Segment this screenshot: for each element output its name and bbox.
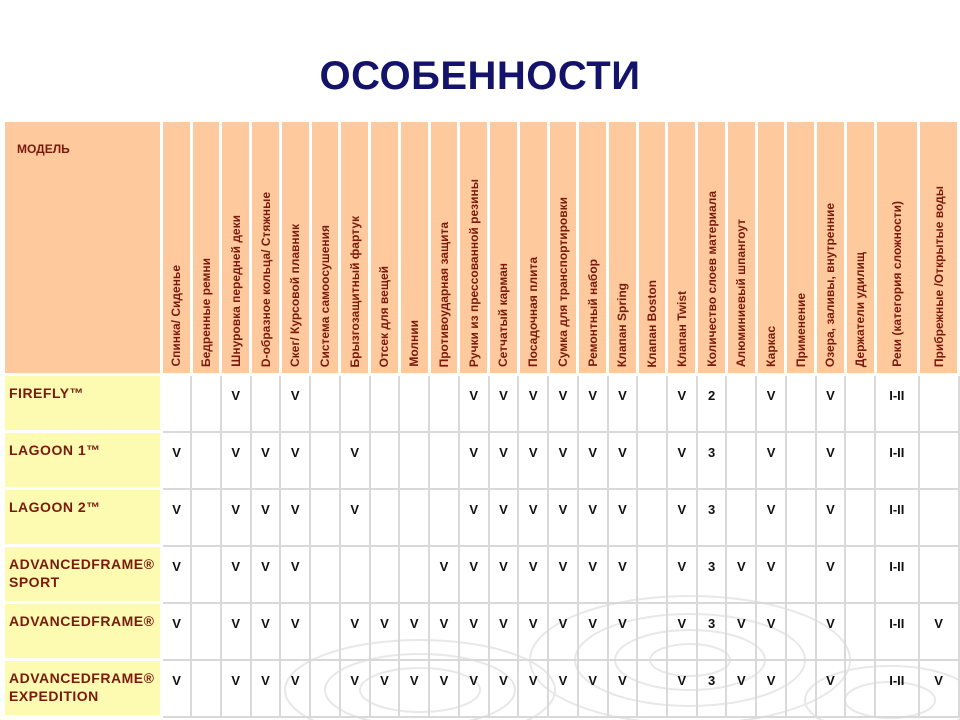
column-header (697, 121, 727, 375)
feature-cell: V (399, 660, 429, 717)
feature-cell: V (816, 489, 846, 546)
feature-cell (399, 546, 429, 603)
features-table (2, 119, 960, 718)
feature-cell: V (251, 603, 281, 660)
feature-cell: V (578, 432, 608, 489)
column-header-label: Отсек для вещей (377, 265, 392, 367)
feature-cell: 3 (697, 546, 727, 603)
feature-cell: V (548, 603, 578, 660)
feature-cell: V (280, 375, 310, 432)
feature-cell: V (816, 660, 846, 717)
column-header-label: D-образное кольца/ Стяжные (258, 191, 273, 367)
feature-cell: 3 (697, 603, 727, 660)
feature-cell (310, 489, 340, 546)
table-row (4, 546, 959, 603)
feature-cell: V (548, 432, 578, 489)
feature-cell (919, 546, 959, 603)
table-body (4, 375, 959, 717)
table-row (4, 432, 959, 489)
model-name-cell: LAGOON 1™ (4, 432, 162, 489)
feature-cell: V (667, 603, 697, 660)
feature-cell: V (578, 375, 608, 432)
feature-cell: V (518, 546, 548, 603)
feature-cell (191, 546, 221, 603)
column-header-label: Реки (категория сложности) (889, 201, 904, 367)
column-header (667, 121, 697, 375)
feature-cell (340, 546, 370, 603)
feature-cell: V (161, 546, 191, 603)
feature-cell (637, 660, 667, 717)
feature-cell (161, 375, 191, 432)
feature-cell: V (459, 489, 489, 546)
feature-cell: V (518, 375, 548, 432)
table-row (4, 660, 959, 717)
column-header-label: Спинка/ Сиденье (169, 265, 184, 367)
feature-cell (310, 375, 340, 432)
feature-cell (191, 432, 221, 489)
feature-cell (919, 432, 959, 489)
feature-cell (370, 432, 400, 489)
feature-cell: I-II (875, 489, 919, 546)
column-header-label: Ремонтный набор (585, 259, 600, 367)
feature-cell (637, 489, 667, 546)
column-header-label: Алюминиевый шпангоут (734, 218, 749, 367)
feature-cell (370, 489, 400, 546)
column-header (191, 121, 221, 375)
feature-cell: V (459, 546, 489, 603)
feature-cell: V (280, 432, 310, 489)
feature-cell (399, 375, 429, 432)
column-header-label: Сумка для транспортировки (555, 197, 570, 367)
feature-cell: V (726, 546, 756, 603)
feature-cell (637, 432, 667, 489)
feature-cell: V (161, 489, 191, 546)
feature-cell: V (756, 660, 786, 717)
feature-cell (310, 660, 340, 717)
feature-cell: V (578, 603, 608, 660)
feature-cell: V (221, 603, 251, 660)
feature-cell: 3 (697, 432, 727, 489)
feature-cell: V (340, 489, 370, 546)
feature-cell: V (726, 603, 756, 660)
column-header (756, 121, 786, 375)
column-header-label: Скег/ Курсовой плавник (288, 224, 303, 367)
column-header (459, 121, 489, 375)
feature-cell (845, 660, 875, 717)
feature-cell (429, 489, 459, 546)
feature-cell: V (816, 546, 846, 603)
table-row (4, 375, 959, 432)
feature-cell: V (280, 489, 310, 546)
feature-cell: V (221, 375, 251, 432)
feature-cell: V (756, 432, 786, 489)
column-header-label: Брызгозащитный фартук (347, 215, 362, 367)
feature-cell: V (518, 660, 548, 717)
feature-cell: V (221, 489, 251, 546)
feature-cell: V (251, 432, 281, 489)
feature-cell (786, 432, 816, 489)
model-name-cell: LAGOON 2™ (4, 489, 162, 546)
column-header-label: Посадочная плита (526, 257, 541, 367)
feature-cell: V (161, 660, 191, 717)
feature-cell (786, 375, 816, 432)
column-header (340, 121, 370, 375)
feature-cell: V (370, 603, 400, 660)
column-header (399, 121, 429, 375)
feature-cell (637, 375, 667, 432)
feature-cell: V (370, 660, 400, 717)
feature-cell: V (726, 660, 756, 717)
feature-cell: V (489, 546, 519, 603)
feature-cell: V (459, 660, 489, 717)
feature-cell: V (221, 660, 251, 717)
feature-cell: V (459, 603, 489, 660)
column-header (251, 121, 281, 375)
feature-cell: V (518, 603, 548, 660)
feature-cell: I-II (875, 603, 919, 660)
feature-cell: V (340, 660, 370, 717)
feature-cell: I-II (875, 432, 919, 489)
feature-cell (191, 489, 221, 546)
model-name-cell: ADVANCEDFRAME® (4, 603, 162, 660)
feature-cell: V (340, 432, 370, 489)
feature-cell: I-II (875, 546, 919, 603)
feature-cell: V (608, 660, 638, 717)
feature-cell: V (459, 375, 489, 432)
column-header-label: Противоударная защита (436, 221, 451, 367)
column-header (845, 121, 875, 375)
feature-cell (191, 660, 221, 717)
feature-cell: 3 (697, 489, 727, 546)
column-header-label: Прибрежные /Открытые воды (931, 185, 946, 367)
feature-cell: V (667, 660, 697, 717)
feature-cell: V (756, 603, 786, 660)
feature-cell: V (429, 546, 459, 603)
feature-cell: I-II (875, 375, 919, 432)
column-header-label: Количество слоев материала (704, 191, 719, 367)
column-header-label: Клапан Twist (674, 291, 689, 367)
column-header-label: Молнии (407, 320, 422, 367)
feature-cell: V (667, 432, 697, 489)
column-header-label: Клапан Spring (615, 282, 630, 367)
feature-cell: V (489, 489, 519, 546)
feature-cell: V (518, 432, 548, 489)
feature-cell (845, 432, 875, 489)
model-name-cell: ADVANCEDFRAME® SPORT (4, 546, 162, 603)
feature-cell (637, 546, 667, 603)
column-header (489, 121, 519, 375)
feature-cell: 3 (697, 660, 727, 717)
feature-cell: V (578, 660, 608, 717)
feature-cell: V (667, 546, 697, 603)
feature-cell: V (429, 660, 459, 717)
column-header (429, 121, 459, 375)
feature-cell: V (459, 432, 489, 489)
feature-cell: V (548, 375, 578, 432)
feature-cell (919, 489, 959, 546)
column-header-label: Шнуровка передней деки (228, 215, 243, 367)
column-header-label: Клапан Boston (645, 279, 660, 367)
feature-cell: V (667, 489, 697, 546)
feature-cell (429, 432, 459, 489)
column-header (370, 121, 400, 375)
column-header-label: Озера, заливы, внутренние (823, 202, 838, 367)
column-header (637, 121, 667, 375)
feature-cell (845, 489, 875, 546)
feature-cell: V (161, 432, 191, 489)
feature-cell (429, 375, 459, 432)
feature-cell: V (608, 375, 638, 432)
feature-cell (191, 603, 221, 660)
model-column-header: МОДЕЛЬ (4, 121, 162, 375)
column-header (548, 121, 578, 375)
feature-cell: V (489, 660, 519, 717)
feature-cell: V (489, 603, 519, 660)
feature-cell: V (489, 432, 519, 489)
column-header (578, 121, 608, 375)
column-header-label: Применение (793, 292, 808, 367)
feature-cell: V (756, 375, 786, 432)
header-row (4, 121, 959, 375)
feature-cell: V (161, 603, 191, 660)
feature-cell (310, 432, 340, 489)
feature-cell: V (756, 546, 786, 603)
feature-cell (399, 432, 429, 489)
column-header (280, 121, 310, 375)
column-header-label: Система самоосушения (317, 224, 332, 367)
column-header (875, 121, 919, 375)
column-header (161, 121, 191, 375)
feature-cell: V (251, 546, 281, 603)
feature-cell (845, 603, 875, 660)
feature-cell: V (608, 603, 638, 660)
column-header (786, 121, 816, 375)
feature-cell: V (919, 603, 959, 660)
feature-cell (637, 603, 667, 660)
column-header (608, 121, 638, 375)
feature-cell: V (221, 432, 251, 489)
column-header (518, 121, 548, 375)
feature-cell: V (756, 489, 786, 546)
feature-cell: V (518, 489, 548, 546)
feature-cell (845, 546, 875, 603)
model-name-cell: ADVANCEDFRAME® EXPEDITION (4, 660, 162, 717)
column-header-label: Каркас (764, 326, 779, 367)
feature-cell (370, 375, 400, 432)
column-header-label: Сетчатый карман (496, 262, 511, 367)
model-name-cell: FIREFLY™ (4, 375, 162, 432)
feature-cell: V (608, 489, 638, 546)
feature-cell (726, 489, 756, 546)
feature-cell (310, 546, 340, 603)
feature-cell (786, 489, 816, 546)
feature-cell: V (816, 432, 846, 489)
feature-cell: V (399, 603, 429, 660)
feature-cell: V (608, 432, 638, 489)
feature-cell: V (548, 489, 578, 546)
feature-cell: V (429, 603, 459, 660)
feature-cell (399, 489, 429, 546)
column-header (919, 121, 959, 375)
feature-cell: V (548, 546, 578, 603)
feature-cell: V (280, 603, 310, 660)
feature-cell: 2 (697, 375, 727, 432)
column-header (726, 121, 756, 375)
feature-cell: V (816, 603, 846, 660)
column-header (816, 121, 846, 375)
feature-cell: V (608, 546, 638, 603)
feature-cell: I-II (875, 660, 919, 717)
feature-cell (845, 375, 875, 432)
table-row (4, 489, 959, 546)
feature-cell: V (280, 660, 310, 717)
feature-cell: V (489, 375, 519, 432)
feature-cell: V (816, 375, 846, 432)
feature-cell (310, 603, 340, 660)
column-header (221, 121, 251, 375)
feature-cell: V (221, 546, 251, 603)
feature-cell: V (280, 546, 310, 603)
column-header-label: Бедренные ремни (199, 257, 214, 367)
feature-cell: V (340, 603, 370, 660)
feature-cell (251, 375, 281, 432)
slide-title: ОСОБЕННОСТИ (319, 54, 641, 98)
column-header (310, 121, 340, 375)
feature-cell (919, 375, 959, 432)
column-header-label: Ручки из прессованной резины (466, 178, 481, 367)
table-row (4, 603, 959, 660)
feature-cell (786, 603, 816, 660)
feature-cell (370, 546, 400, 603)
feature-cell: V (667, 375, 697, 432)
feature-cell (726, 432, 756, 489)
feature-cell: V (578, 546, 608, 603)
feature-cell: V (548, 660, 578, 717)
feature-cell: V (251, 489, 281, 546)
feature-cell: V (919, 660, 959, 717)
feature-cell (786, 660, 816, 717)
column-header-label: Держатели удилищ (853, 251, 868, 367)
feature-cell (340, 375, 370, 432)
feature-cell (191, 375, 221, 432)
feature-cell (786, 546, 816, 603)
feature-cell (726, 375, 756, 432)
feature-cell: V (251, 660, 281, 717)
feature-cell: V (578, 489, 608, 546)
